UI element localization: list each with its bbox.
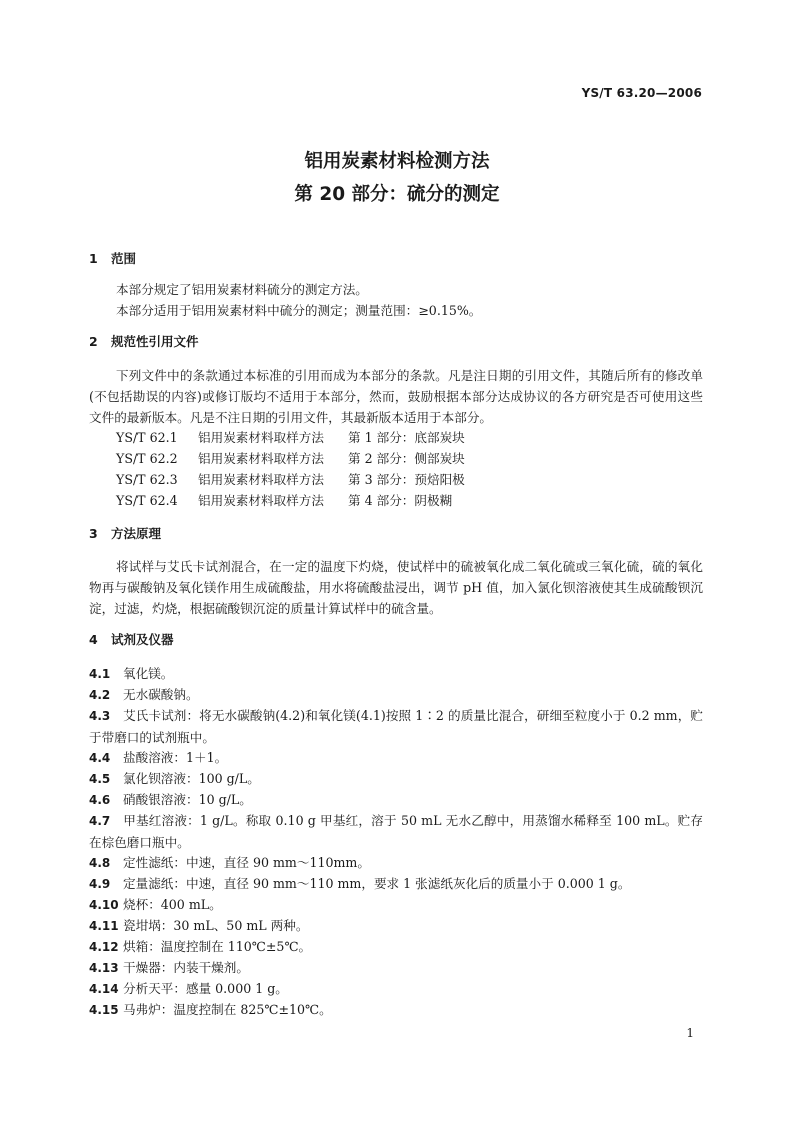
- list-item: [89, 789, 703, 811]
- item-number: 4.9: [89, 877, 111, 891]
- reference-item: [116, 428, 465, 448]
- item-text: 盐酸溶液：1＋1。: [123, 750, 228, 765]
- list-item: [89, 936, 703, 958]
- list-item: [89, 663, 703, 685]
- item-text: 干燥器：内装干燥剂。: [123, 960, 249, 975]
- document-title: 铝用炭素材料检测方法: [304, 151, 490, 172]
- list-item: [89, 999, 703, 1021]
- item-number: 4.6: [89, 793, 111, 807]
- item-number: 4.13: [89, 961, 119, 975]
- item-text: 无水碳酸钠。: [123, 687, 199, 702]
- item-text: 烘箱：温度控制在 110℃±5℃。: [123, 939, 312, 954]
- page-number: 1: [686, 1026, 694, 1040]
- reference-name: 铝用炭素材料取样方法: [198, 430, 324, 445]
- reference-code: YS/T 62.4: [116, 493, 178, 508]
- reference-name: 铝用炭素材料取样方法: [198, 472, 324, 487]
- item-text: 氯化钡溶液：100 g/L。: [123, 771, 260, 786]
- item-text: 马弗炉：温度控制在 825℃±10℃。: [123, 1002, 332, 1017]
- item-text: 烧杯：400 mL。: [123, 897, 222, 912]
- item-number: 4.2: [89, 688, 111, 702]
- section-title: 试剂及仪器: [111, 632, 174, 647]
- paragraph: 本部分规定了铝用炭素材料硫分的测定方法。: [116, 282, 368, 297]
- reference-part: 第 1 部分：底部炭块: [348, 430, 465, 445]
- item-number: 4.1: [89, 667, 111, 681]
- item-text: 瓷坩埚：30 mL、50 mL 两种。: [123, 918, 309, 933]
- reference-part: 第 2 部分：侧部炭块: [348, 451, 465, 466]
- list-item: [89, 915, 703, 937]
- reference-part: 第 3 部分：预焙阳极: [348, 472, 465, 487]
- list-item: [89, 957, 703, 979]
- item-text: 硝酸银溶液：10 g/L。: [123, 792, 252, 807]
- section-number: 1: [89, 251, 98, 266]
- item-text: 艾氏卡试剂：将无水碳酸钠(4.2)和氧化镁(4.1)按照 1∶2 的质量比混合，研细至粒度小于 0.2 mm，贮于带磨口的试剂瓶中。: [89, 708, 703, 745]
- list-item: [89, 768, 703, 790]
- item-number: 4.3: [89, 709, 111, 723]
- item-number: 4.15: [89, 1003, 119, 1017]
- item-number: 4.14: [89, 982, 119, 996]
- item-number: 4.5: [89, 772, 111, 786]
- list-item: [89, 747, 703, 769]
- reference-code: YS/T 62.2: [116, 451, 178, 466]
- item-number: 4.8: [89, 856, 111, 870]
- item-text: 氧化镁。: [123, 666, 174, 681]
- reference-name: 铝用炭素材料取样方法: [198, 451, 324, 466]
- document-subtitle: 第 20 部分：硫分的测定: [294, 184, 500, 205]
- paragraph: 下列文件中的条款通过本标准的引用而成为本部分的条款。凡是注日期的引用文件，其随后所有的修改单(不包括勘误的内容)或修订版均不适用于本部分，然而，鼓励根据本部分达成协议的各方研究是否可使用这些文件的最新版本。凡是不注日期的引用文件，其最新版本适用于本部分。: [89, 368, 703, 425]
- section-title: 方法原理: [111, 526, 162, 541]
- reference-item: [116, 491, 452, 511]
- item-text: 定性滤纸：中速，直径 90 mm～110mm。: [123, 855, 370, 870]
- reference-item: [116, 449, 465, 469]
- list-item: [89, 705, 703, 748]
- item-number: 4.7: [89, 814, 111, 828]
- item-number: 4.4: [89, 751, 111, 765]
- section-title: 规范性引用文件: [111, 334, 199, 349]
- item-text: 甲基红溶液：1 g/L。称取 0.10 g 甲基红，溶于 50 mL 无水乙醇中，用蒸馏水稀释至 100 mL。贮存在棕色磨口瓶中。: [89, 813, 703, 850]
- paragraph: 将试样与艾氏卡试剂混合，在一定的温度下灼烧，使试样中的硫被氧化成二氧化硫或三氧化硫，硫的氧化物再与碳酸钠及氧化镁作用生成硫酸盐，用水将硫酸盐浸出，调节 pH 值，加入氯化钡溶液使其生成硫酸钡沉淀，过滤，灼烧，根据硫酸钡沉淀的质量计算试样中的硫含量。: [89, 559, 703, 616]
- item-number: 4.11: [89, 919, 119, 933]
- section-title: 范围: [111, 251, 137, 266]
- item-number: 4.10: [89, 898, 119, 912]
- standard-number: YS/T 63.20—2006: [581, 86, 702, 100]
- reference-part: 第 4 部分：阴极糊: [348, 493, 453, 508]
- list-item: [89, 978, 703, 1000]
- list-item: [89, 894, 703, 916]
- reference-item: [116, 470, 465, 490]
- list-item: [89, 810, 703, 853]
- section-heading-principle: [89, 525, 161, 543]
- list-item: [89, 873, 703, 895]
- reference-code: YS/T 62.1: [116, 430, 178, 445]
- section-number: 2: [89, 334, 98, 349]
- paragraph: 本部分适用于铝用炭素材料中硫分的测定；测量范围：≥0.15%。: [116, 303, 482, 318]
- list-item: [89, 684, 703, 706]
- section-number: 3: [89, 526, 98, 541]
- item-text: 分析天平：感量 0.000 1 g。: [123, 981, 288, 996]
- section-heading-reagents-apparatus: [89, 631, 174, 649]
- item-text: 定量滤纸：中速，直径 90 mm～110 mm，要求 1 张滤纸灰化后的质量小于 0.000 1 g。: [123, 876, 631, 891]
- list-item: [89, 852, 703, 874]
- reference-code: YS/T 62.3: [116, 472, 178, 487]
- item-number: 4.12: [89, 940, 119, 954]
- reference-name: 铝用炭素材料取样方法: [198, 493, 324, 508]
- section-heading-scope: [89, 250, 136, 268]
- section-number: 4: [89, 632, 98, 647]
- section-heading-normative-references: [89, 333, 199, 351]
